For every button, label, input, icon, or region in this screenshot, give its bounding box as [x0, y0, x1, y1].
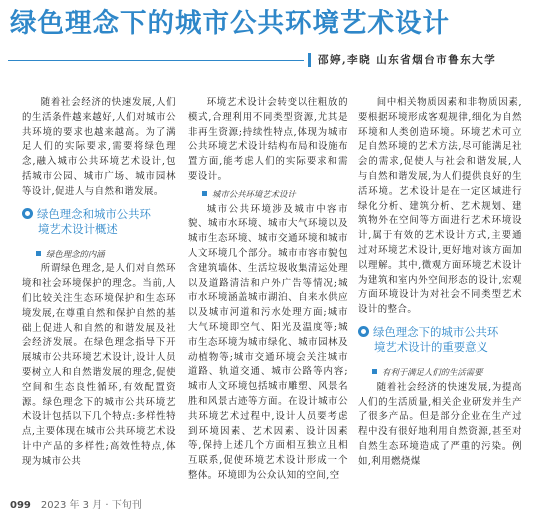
- subsection-heading: [188, 187, 348, 202]
- paragraph: 随着社会经济的快速发展,人们的生活条件越来越好,人们对城市公共环境的要求也越来越高。为了满足人们的实际要求,需要将绿色理念,融入城市公共环境艺术设计,包括城市公园、城市广场、城市园林等设计,促进人与自然和谐发展。: [22, 97, 176, 197]
- square-bullet-icon: [36, 251, 41, 256]
- article-title: 绿色理念下的城市公共环境艺术设计: [10, 8, 450, 39]
- subsection-heading: [22, 247, 176, 262]
- subsection-heading-text: 城市公共环境艺术设计: [212, 188, 296, 199]
- subsection-heading: [358, 365, 522, 380]
- section-bullet-icon: [358, 326, 369, 337]
- issue-info: 2023 年 3 月 · 下旬刊: [40, 500, 142, 511]
- column-1: [22, 96, 176, 470]
- section-heading: [358, 325, 522, 355]
- byline-rule: [8, 60, 304, 61]
- square-bullet-icon: [372, 369, 377, 374]
- page-footer: [10, 496, 142, 511]
- page-number: 099: [10, 500, 31, 511]
- section-bullet-icon: [22, 208, 33, 219]
- section-heading-line: 境艺术设计的重要意义: [374, 339, 488, 354]
- paragraph: 环境艺术设计会转变以往粗放的模式,合理利用不同类型资源,尤其是非再生资源;持续性特点,体现为城市公共环境艺术设计结构布局和设施布置方面,能考虑人们的实际要求和需要设计。: [188, 97, 348, 182]
- paragraph: 随着社会经济的快速发展,为提高人们的生活质量,相关企业研发并生产了很多产品。但是部分企业在生产过程中没有很好地利用自然资源,甚至对自然生态环境造成了严重的污染。例如,利用燃烧煤: [358, 381, 522, 467]
- subsection-heading-text: 绿色理念的内涵: [46, 248, 105, 259]
- subsection-heading-text: 有利于满足人们的生活需要: [382, 366, 483, 377]
- section-heading-line: 境艺术设计概述: [38, 221, 118, 236]
- paragraph: 所谓绿色理念,是人们对自然环境和社会环境保护的理念。当前,人们比较关注生态环境保护和生态环境发展,在尊重自然和保护自然的基础上促进人和自然的和谐发展及社会经济发展。在绿色理念指导下开展城市公共环境艺术设计,设计人员要树立人和自然谐发展的理念,促使空间和生态良性循环,有效配置资源。绿色理念下的城市公共环境艺术设计包括以下几个特点:多样性特点,主要体现在城市公共环境艺术设计中产品的多样性;高效性特点,体现为城市公共: [22, 263, 176, 467]
- column-2: [188, 96, 348, 484]
- section-heading-line: 绿色理念下的城市公共环: [373, 324, 499, 339]
- paragraph: 城市公共环境涉及城市中容市貌、城市水环境、城市大气环境以及城市生态环境、城市交通环境和城市人文环境几个部分。城市市容市貌包含建筑墙体、生活垃圾收集清运处理以及道路清洁和户外广告等情况;城市水环境涵盖城市湖泊、自来水供应以及城市河道和污水处理方面;城市大气环境即空气、阳光及温度等;城市生态环境为城市绿化、城市园林及动植物等;城市交通环境会关注城市道路、轨道交通、城市公路等内容;城市人文环境包括城市雕塑、风景名胜和风景古迹等方面。在设计城市公共环境艺术过程中,设计人员要考虑到环境因素、艺术因素、设计因素等,保持上述几个方面相互独立且相互联系,促使环境艺术设计形成一个整体。环境即为公众认知的空间,空: [188, 203, 348, 481]
- author-affiliation: 邵婷,李晓 山东省烟台市鲁东大学: [318, 54, 497, 66]
- column-3: [358, 96, 522, 470]
- section-heading-line: 绿色理念和城市公共环: [37, 206, 151, 221]
- paragraph: 间中相关物质因素和非物质因素,要根据环境形成客观规律,细化为自然环境和人类创造环境。环境艺术可立足自然环境的艺术方法,尽可能满足社会的需求,促使人与社会和谐发展,人与自然和谐发展,为人们提供良好的生活环境。艺术设计是在一定区域进行绿化分析、建筑分析、艺术规划、建筑物外在空间等方面进行艺术环境设计,属于有效的艺术设计方式,主要通过对环境艺术设计,更好地对该方面加以理解。其中,微观方面环境艺术设计为建筑和室内外空间形态的设计,宏观方面环境设计为对社会不同类型艺术设计的整合。: [358, 97, 522, 316]
- section-heading: [22, 207, 176, 237]
- byline-bar: [308, 53, 311, 67]
- byline: [0, 52, 536, 68]
- square-bullet-icon: [202, 191, 207, 196]
